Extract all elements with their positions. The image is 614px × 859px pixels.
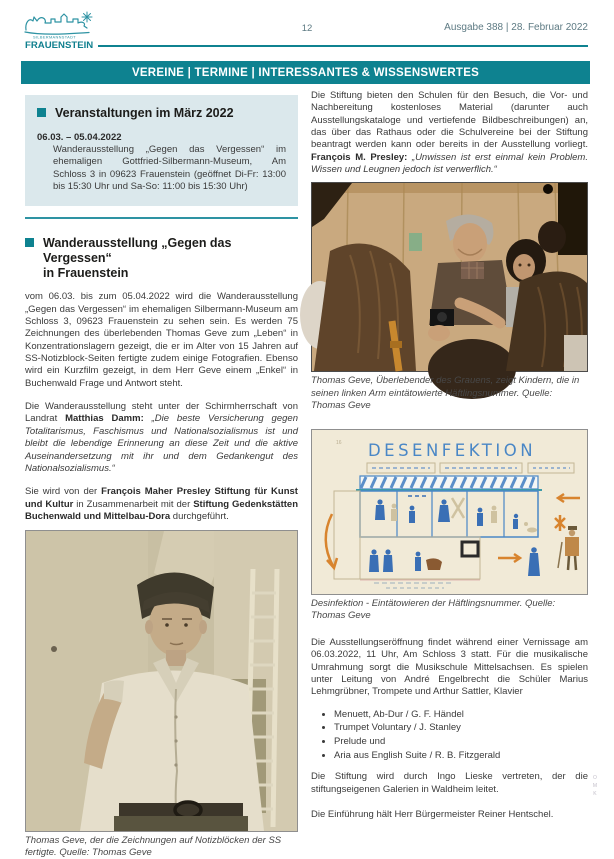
drawing-caption: Desinfektion - Eintätowieren der Häftlingsnummer. Quelle: Thomas Geve [311,597,556,621]
thomas-geve-children-photo [311,182,588,372]
edge-letter: M [592,783,597,789]
para3-mid: in Zusammenarbeit mit der [73,498,194,510]
article-paragraph-1: vom 06.03. bis zum 05.04.2022 wird die Wanderausstellung „Gegen das Vergessen“ im ehemaligen Silbermann-Museum am Schloss 3, 09623 Frauenstein zu sehen sein. Es werden 75 Zeichnungen des überlebenden Thomas Geve zum „Leben“ in Konzentrationslagern gezeigt, die er im Alter von 15 Jahren auf SS-Notizblock-Seiten fertigte zudem einige Fotografien. Ebenso wird ein Kurzfilm gezeigt, in dem Herr Geve einem „Enkel“ in Buchenwald Frage und Antwort steht. [25,291,298,389]
presley-quote: „Unwissen ist erst einmal kein Problem. Wissen und Leugnen jedoch ist verwerflich.“ [311,151,588,176]
edge-letter: O [592,775,597,781]
square-bullet-icon [25,238,34,247]
logo-city-small: SILBERMANNSTADT [33,34,77,40]
svg-text:16: 16 [336,439,342,446]
logo-city-large: FRAUENSTEIN [25,40,94,51]
right-paragraph-2: Die Ausstellungseröffnung findet während einer Vernissage am 06.03.2022, 11 Uhr, Am Schloss 3 statt. Für die musikalische Umrahmung sorgt die Musikschule Mittelsachsen. Es spielen unter Leitung von André Engelbrecht die Schüler Marius Lehmgrübner, Trompete und Arthur Sattler, Klavier [311,636,588,698]
presley-foundation-name: François Maher Presley Stiftung für Kunst und Kultur [25,486,298,510]
article-title [25,236,298,281]
thomas-geve-portrait-photo [25,530,298,832]
issue-date: Ausgabe 388 | 28. Februar 2022 [444,22,588,33]
star-icon [82,12,92,22]
damm-quote: „Die beste Versicherung gegen Totalitarismus, Faschismus und Nationalsozialismus ist und bleibt die lebendige Erinnerung an diese Zeit und die aktive Auseinandersetzung mit ihr und dem Gedankengut des Nationalsozialismus.“ [25,413,298,474]
right-paragraph-3: Die Stiftung wird durch Ingo Lieske vertreten, der die stiftungseigenen Galerien in Waldheim leitet. [311,771,588,795]
matthias-damm-name: Matthias Damm: [65,413,144,425]
article-title-line1: Wanderausstellung „Gegen das Vergessen“ [43,236,232,266]
edge-letter: K [593,791,597,797]
program-item: • Aria aus English Suite / R. B. Fitzgerald [334,750,588,763]
article-paragraph-2 [25,401,298,475]
page-number: 12 [301,23,313,34]
right-paragraph-1 [311,90,588,176]
right-column [311,90,588,821]
header-rule [98,45,588,47]
event-date-range: 06.03. – 05.04.2022 [37,132,122,143]
portrait-photo-caption: Thomas Geve, der die Zeichnungen auf Notizblöcken der SS fertigte. Quelle: Thomas Geve [25,835,282,859]
article-paragraph-3 [25,486,298,523]
drawing-title: DESENFEKTION [367,440,537,460]
desinfektion-drawing [311,429,588,595]
right-paragraph-4: Die Einführung hält Herr Bürgermeister Reiner Hentschel. [311,809,554,821]
section-banner: VEREINE | TERMINE | INTERESSANTES & WISSENSWERTES [21,61,590,84]
program-item: • Trumpet Voluntary / J. Stanley [334,722,588,735]
printer-edge-mark [593,775,597,797]
program-item: • Menuett, Ab-Dur / G. F. Händel [334,709,588,722]
para3-suffix: durchgeführt. [170,510,229,522]
presley-name: François M. Presley: [311,151,408,163]
para3-text: Sie wird von der [25,486,102,498]
square-bullet-icon [37,108,46,117]
children-photo-caption: Thomas Geve, Überlebender des Grauens, zeigt Kindern, die in seinen linken Arm eintätowierte Häftlingsnummer. Quelle: Thomas Geve [311,375,580,411]
left-column [25,95,298,859]
rp1-text: Die Stiftung bieten den Schulen für den Besuch, die Vor- und Nachbereitung kostenloses Material (darunter auch Ausstellungskataloge und vertiefende Bildbeschreibungen) an, das über das Rathaus oder die Schulvereine bei der Stiftung beantragt werden kann oder bereits in der Ausstellung vorliegt. [311,90,588,151]
music-program-list [311,709,588,763]
para2-text: Die Wanderausstellung steht unter der Schirmherrschaft von Landrat [25,401,298,425]
article-title-line2: in Frauenstein [43,266,129,281]
event-description: Wanderausstellung „Gegen das Vergessen“ im ehemaligen Gottfried-Silbermann-Museum, Am Schloss 3 in 09623 Frauenstein (geöffnet Di-Fr: 13:00 bis 15:30 Uhr und Sa-So: 11:00 bis 15:30 Uhr) [53,144,286,193]
buchenwald-foundation-name: Stiftung Gedenkstätten Buchenwald und Mittelbau-Dora [25,498,299,522]
events-box-title: Veranstaltungen im März 2022 [55,106,234,120]
events-box [25,95,298,206]
program-item: • Prelude und [334,736,588,749]
teal-divider [25,217,298,219]
